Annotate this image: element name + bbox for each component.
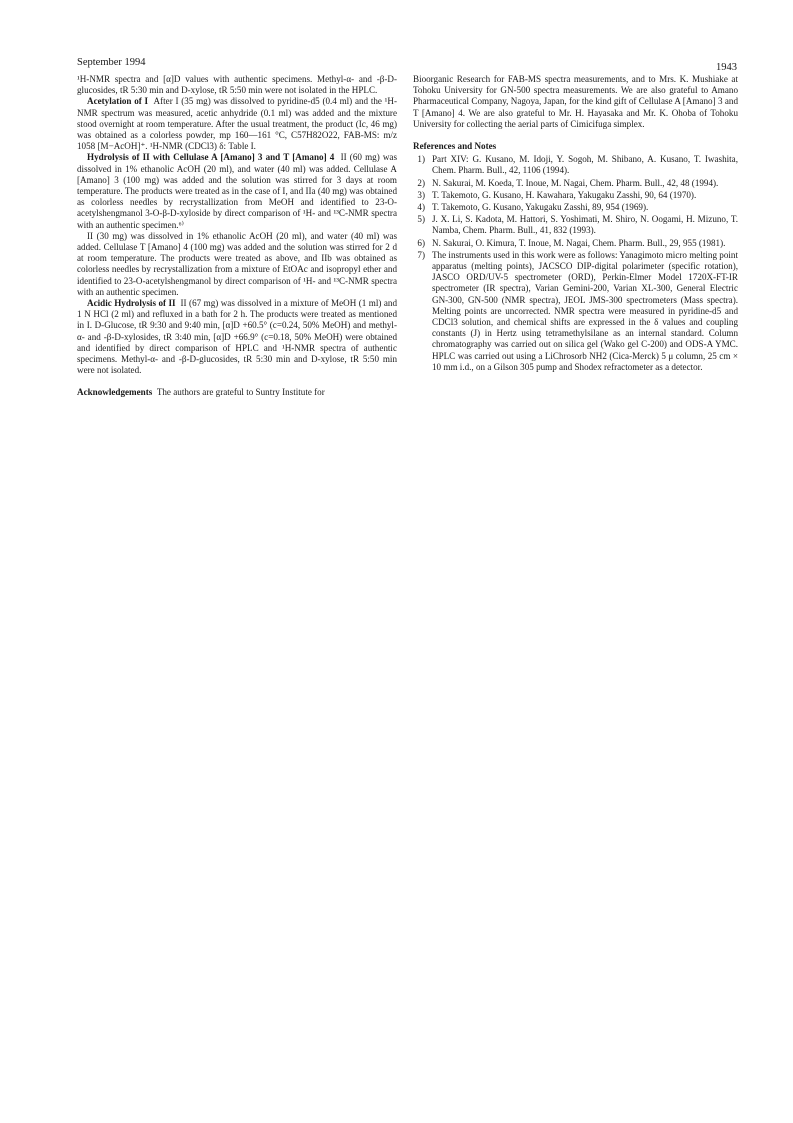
right-column <box>413 74 738 374</box>
hydrolysis-body: II (60 mg) was dissolved in 1% ethanolic AcOH (20 ml), and water (40 ml) was added. Cellulase A [Amano] 3 (100 mg) was added and the solution was stirred for 3 days at room temperature. The products were treated as in the case of I, and IIa (40 mg) was obtained as colorless needles by recrystallization from MeOH and identified to 23-O-acetylshengmanol 3-O-β-D-xyloside by direct comparison of ¹H- and ¹³C-NMR spectra with an authentic specimen.⁶⁾ <box>77 152 398 230</box>
reference-item <box>413 190 738 201</box>
reference-number: 2) <box>417 177 425 188</box>
acidic-hydrolysis-body: II (67 mg) was dissolved in a mixture of MeOH (1 ml) and 1 N HCl (2 ml) and refluxed in a bath for 2 h. The products were treated as mentioned in I. D-Glucose, tR 9:30 and 9:40 min, [α]D +60.5° (c=0.24, 50% MeOH) and methyl-α- and -β-D-xylosides, tR 3:40 min, [α]D +66.9° (c=0.18, 50% MeOH) were obtained and identified by direct comparison of HPLC and ¹H-NMR spectra of authentic specimens. Methyl-α- and -β-D-glucosides, tR 5:30 min and D-xylose, tR 5:50 min were not isolated. <box>77 298 397 376</box>
paragraph-hplc-note: ¹H-NMR spectra and [α]D values with authentic specimens. Methyl-α- and -β-D-glucosides, tR 5:30 min and D-xylose, tR 5:50 min were not isolated in the HPLC. <box>77 74 397 96</box>
reference-item <box>413 250 738 373</box>
references-list <box>413 154 738 373</box>
paragraph-hydrolysis-cellulase <box>77 152 397 230</box>
reference-number: 7) <box>417 249 425 260</box>
running-header-date: September 1994 <box>77 57 146 68</box>
reference-item <box>413 214 738 236</box>
section-heading-acknowledgements: Acknowledgements <box>77 387 153 398</box>
section-heading-acidic-hydrolysis: Acidic Hydrolysis of II <box>87 298 176 309</box>
reference-number: 4) <box>417 202 425 213</box>
reference-item <box>413 154 738 176</box>
reference-item <box>413 202 738 213</box>
section-heading-hydrolysis: Hydrolysis of II with Cellulase A [Amano] 3 and T [Amano] 4 <box>87 152 335 163</box>
reference-number: 3) <box>417 189 425 200</box>
acknowledgements-body: The authors are grateful to Suntry Institute for <box>156 387 325 398</box>
reference-item <box>413 178 738 189</box>
reference-number: 6) <box>417 237 425 248</box>
reference-item <box>413 238 738 249</box>
section-heading-acetylation: Acetylation of I <box>87 96 149 107</box>
reference-text: J. X. Li, S. Kadota, M. Hattori, S. Yoshimati, M. Shiro, N. Oogami, H. Mizuno, T. Namba, Chem. Pharm. Bull., 41, 832 (1993). <box>432 214 738 236</box>
reference-text: T. Takemoto, G. Kusano, H. Kawahara, Yakugaku Zasshi, 90, 64 (1970). <box>432 189 697 200</box>
reference-number: 5) <box>417 214 425 225</box>
reference-text: T. Takemoto, G. Kusano, Yakugaku Zasshi, 89, 954 (1969). <box>432 202 649 213</box>
paragraph-acidic-hydrolysis <box>77 298 397 376</box>
reference-text: N. Sakurai, M. Koeda, T. Inoue, M. Nagai, Chem. Pharm. Bull., 42, 48 (1994). <box>432 177 719 188</box>
paragraph-hydrolysis-t: II (30 mg) was dissolved in 1% ethanolic AcOH (20 ml), and water (40 ml) was added. Cellulase T [Amano] 4 (100 mg) was added and the solution was stirred for 2 d at room temperature. The products were treated as above, and IIb was obtained as colorless needles by recrystallization from a mixture of EtOAc and isopropyl ether and identified to 23-O-acetylshengmanol by direct comparison of ¹H- and ¹³C-NMR spectra with an authentic specimen. <box>77 230 397 297</box>
paragraph-acknowledgements <box>77 387 397 398</box>
reference-text: The instruments used in this work were as follows: Yanagimoto micro melting point apparatus (melting points), JACSCO DIP-digital polarimeter (specific rotation), JASCO ORD/UV-5 spectrometer (ORD), Perkin-Elmer Model 1720X-FT-IR spectrometer (IR spectra), Varian Gemini-200, Varian XL-300, General Electric GN-300, GN-500 (NMR spectra), JEOL JMS-300 spectrometers (Mass spectra). Melting points are uncorrected. NMR spectra were measured in pyridine-d5 and CDCl3 solution, and chemical shifts are expressed in the δ values and coupling constants (J) in Hertz using tetramethylsilane as an internal standard. Column chromatography was carried out on silica gel (Wako gel C-200) and ODS-A YMC. HPLC was carried out using a LiChrosorb NH2 (Cica-Merck) 5 μ column, 25 cm × 10 mm i.d., on a Gilson 305 pump and Shodex refractometer as a detector. <box>432 249 738 372</box>
page-number: 1943 <box>716 62 737 73</box>
reference-number: 1) <box>417 154 425 165</box>
paragraph-acetylation <box>77 96 397 152</box>
left-column <box>77 74 397 399</box>
paragraph-acknowledgements-continued: Bioorganic Research for FAB-MS spectra measurements, and to Mrs. K. Mushiake at Tohoku University for GN-500 spectra measurements. We are also grateful to Amano Pharmaceutical Company, Nagoya, Japan, for the kind gift of Cellulase A [Amano] 3 and T [Amano] 4. We are also grateful to Mr. H. Hayasaka and Mr. K. Ohoba of Tohoku University for collecting the aerial parts of Cimicifuga simplex. <box>413 74 738 129</box>
reference-text: N. Sakurai, O. Kimura, T. Inoue, M. Nagai, Chem. Pharm. Bull., 29, 955 (1981). <box>432 237 726 248</box>
references-heading: References and Notes <box>413 141 497 152</box>
reference-text: Part XIV: G. Kusano, M. Idoji, Y. Sogoh, M. Shibano, A. Kusano, T. Iwashita, Chem. Pharm. Bull., 42, 1106 (1994). <box>432 154 738 176</box>
acetylation-body: After I (35 mg) was dissolved to pyridine-d5 (0.4 ml) and the ¹H-NMR spectrum was measured, acetic anhydride (0.1 ml) was added and the mixture stood overnight at room temperature. After the usual treatment, the product (Ic, 46 mg) was obtained as a colorless powder, mp 160—161 °C, C57H82O22, FAB-MS: m/z 1058 [M−AcOH]⁺. ¹H-NMR (CDCl3) δ: Table I. <box>77 96 397 152</box>
